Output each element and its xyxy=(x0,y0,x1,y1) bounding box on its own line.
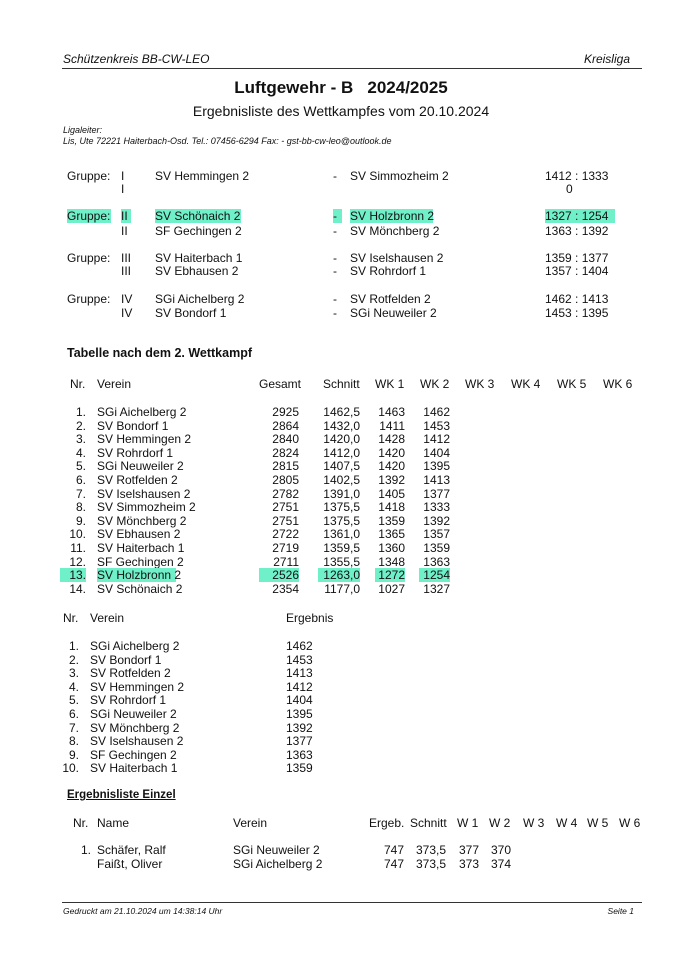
pairing-group-number: III xyxy=(121,264,132,278)
einzel-header-cell: W 4 xyxy=(556,816,578,830)
row-schnitt: 1359,5 xyxy=(323,541,360,555)
result-ergebnis: 1359 xyxy=(286,761,313,776)
table-header-cell: WK 6 xyxy=(603,377,633,391)
row-wk1: 1420 xyxy=(378,445,405,460)
pairing-home-team: SV Schönaich 2 xyxy=(155,209,241,223)
row-nr: 13. xyxy=(60,568,86,582)
table-header-cell: Nr. xyxy=(70,377,86,391)
row-schnitt: 1375,5 xyxy=(323,513,360,528)
row-wk1: 1365 xyxy=(378,527,405,542)
row-verein: SV Simmozheim 2 xyxy=(97,500,196,515)
row-wk2: 1377 xyxy=(423,486,450,501)
einzel-ergeb: 747 xyxy=(383,843,404,857)
table-header-cell: WK 3 xyxy=(465,377,495,391)
result-ergebnis: 1377 xyxy=(286,734,313,749)
result-ergebnis: 1392 xyxy=(286,720,313,735)
einzel-header-cell: W 6 xyxy=(619,816,641,830)
pairing-home-team: SV Bondorf 1 xyxy=(155,306,227,320)
row-nr: 10. xyxy=(69,527,86,542)
row-wk2: 1254 xyxy=(419,568,450,582)
ligaleiter-label: Ligaleiter: xyxy=(63,125,103,135)
row-wk1: 1411 xyxy=(379,418,405,433)
row-schnitt: 1462,5 xyxy=(323,405,360,419)
result-ergebnis: 1404 xyxy=(286,693,313,708)
row-schnitt: 1420,0 xyxy=(323,432,360,447)
pairing-group-number: II xyxy=(121,209,131,223)
row-verein: SV Rohrdorf 1 xyxy=(97,445,174,460)
row-wk1: 1348 xyxy=(378,554,405,569)
pairing-separator: - xyxy=(333,209,342,223)
pairing-separator: - xyxy=(333,169,337,183)
pairing-away-team: SV Mönchberg 2 xyxy=(350,224,440,238)
row-nr: 11. xyxy=(70,541,86,555)
result-nr: 3. xyxy=(68,666,79,681)
ligaleiter-contact: Lis, Ute 72221 Haiterbach-Osd. Tel.: 07456-6294 Fax: - gst-bb-cw-leo@outlook.de xyxy=(63,136,392,146)
table-header-cell: Gesamt xyxy=(259,377,302,391)
table-header-cell: Verein xyxy=(97,377,132,391)
row-verein: SV Haiterbach 1 xyxy=(97,541,185,555)
row-wk2: 1462 xyxy=(423,405,450,419)
pairing-separator: - xyxy=(333,251,337,265)
pairing-group-number: III xyxy=(121,251,132,265)
footer-divider xyxy=(62,902,642,903)
row-gesamt: 2711 xyxy=(273,554,299,569)
row-gesamt: 2782 xyxy=(272,486,299,501)
einzel-header-cell: W 2 xyxy=(489,816,511,830)
einzel-header-cell: W 1 xyxy=(457,816,479,830)
row-gesamt: 2526 xyxy=(259,568,299,582)
pairing-gruppe: Gruppe: xyxy=(67,251,111,265)
row-wk1: 1360 xyxy=(378,541,405,555)
row-gesamt: 2864 xyxy=(272,418,299,433)
footer-right: Seite 1 xyxy=(607,906,634,916)
row-verein: SV Mönchberg 2 xyxy=(97,513,187,528)
row-wk2: 1359 xyxy=(423,541,450,555)
result-nr: 7. xyxy=(68,720,79,735)
row-nr: 6. xyxy=(75,473,86,487)
row-wk1: 1027 xyxy=(378,581,405,596)
row-gesamt: 2719 xyxy=(272,541,299,555)
result-nr: 5. xyxy=(68,693,79,708)
row-nr: 7. xyxy=(75,486,86,501)
pairing-score: 1359 : 1377 xyxy=(545,251,609,265)
einzel-verein: SGi Aichelberg 2 xyxy=(233,857,323,871)
table-header-cell: Schnitt xyxy=(323,377,360,391)
result-nr: 8. xyxy=(68,734,79,749)
row-schnitt: 1355,5 xyxy=(323,554,360,569)
row-wk2: 1395 xyxy=(423,459,450,474)
row-gesamt: 2824 xyxy=(272,445,299,460)
pairing-away-team: SV Iselshausen 2 xyxy=(350,251,444,265)
result-ergebnis: 1413 xyxy=(286,666,313,681)
pairing-separator: - xyxy=(333,264,337,278)
row-gesamt: 2815 xyxy=(272,459,299,474)
einzel-schnitt: 373,5 xyxy=(415,857,446,871)
table-header-cell: WK 1 xyxy=(375,377,405,391)
row-gesamt: 2805 xyxy=(272,473,299,487)
row-verein: SV Iselshausen 2 xyxy=(97,486,191,501)
table-title: Tabelle nach dem 2. Wettkampf xyxy=(67,346,253,360)
header-left: Schützenkreis BB-CW-LEO xyxy=(63,52,210,66)
result-header-ergebnis: Ergebnis xyxy=(286,611,334,625)
row-gesamt: 2925 xyxy=(272,405,299,419)
row-schnitt: 1361,0 xyxy=(323,527,360,542)
einzel-title: Ergebnisliste Einzel xyxy=(67,789,176,801)
result-nr: 2. xyxy=(68,652,79,667)
row-gesamt: 2751 xyxy=(272,513,299,528)
result-verein: SV Rotfelden 2 xyxy=(90,666,171,681)
result-ergebnis: 1453 xyxy=(286,652,313,667)
einzel-w2: 370 xyxy=(490,843,511,857)
table-header-cell: WK 5 xyxy=(557,377,587,391)
pairing-gruppe: Gruppe: xyxy=(67,209,111,223)
row-schnitt: 1407,5 xyxy=(323,459,360,474)
result-verein: SV Mönchberg 2 xyxy=(90,720,180,735)
row-gesamt: 2751 xyxy=(272,500,299,515)
row-gesamt: 2354 xyxy=(272,581,299,596)
row-verein: SV Schönaich 2 xyxy=(97,581,183,596)
table-header-cell: WK 2 xyxy=(420,377,450,391)
row-schnitt: 1432,0 xyxy=(323,418,360,433)
result-verein: SGi Neuweiler 2 xyxy=(90,707,177,721)
footer-left: Gedruckt am 21.10.2024 um 14:38:14 Uhr xyxy=(63,906,223,916)
row-verein: SGi Aichelberg 2 xyxy=(97,405,187,419)
pairing-away-team: SV Rotfelden 2 xyxy=(350,292,431,306)
pairing-away-team: SV Rohrdorf 1 xyxy=(350,264,427,278)
pairing-group-number: II xyxy=(121,224,128,238)
header-divider xyxy=(62,68,642,69)
einzel-header-cell: Nr. xyxy=(73,816,89,830)
einzel-header-cell: W 3 xyxy=(523,816,545,830)
result-ergebnis: 1395 xyxy=(286,707,313,721)
einzel-header-cell: Schnitt xyxy=(410,816,447,830)
result-verein: SV Iselshausen 2 xyxy=(90,734,184,749)
row-wk2: 1413 xyxy=(423,473,450,487)
pairing-score: 1327 : 1254 xyxy=(545,209,615,223)
result-header-nr: Nr. xyxy=(63,611,79,625)
pairing-away-team: SGi Neuweiler 2 xyxy=(350,306,437,320)
result-nr: 9. xyxy=(68,747,79,762)
row-nr: 2. xyxy=(75,418,86,433)
page-title: Luftgewehr - B 2024/2025 xyxy=(234,78,448,97)
row-schnitt: 1402,5 xyxy=(323,473,360,487)
result-ergebnis: 1462 xyxy=(286,639,313,653)
result-verein: SV Haiterbach 1 xyxy=(90,761,178,776)
einzel-ergeb: 747 xyxy=(383,857,404,871)
result-ergebnis: 1363 xyxy=(286,747,313,762)
row-schnitt: 1412,0 xyxy=(323,445,360,460)
row-nr: 1. xyxy=(75,405,86,419)
row-nr: 3. xyxy=(75,432,86,447)
result-nr: 4. xyxy=(68,679,79,694)
row-nr: 4. xyxy=(75,445,86,460)
pairing-group-number: I xyxy=(121,182,125,196)
einzel-schnitt: 373,5 xyxy=(415,843,446,857)
pairing-score: 1462 : 1413 xyxy=(545,292,609,306)
result-verein: SGi Aichelberg 2 xyxy=(90,639,180,653)
row-wk1: 1418 xyxy=(378,500,405,515)
pairing-home-team: SV Haiterbach 1 xyxy=(155,251,243,265)
einzel-header-cell: W 5 xyxy=(587,816,609,830)
row-verein: SV Rotfelden 2 xyxy=(97,473,178,487)
pairing-separator: - xyxy=(333,306,337,320)
pairing-score: 1363 : 1392 xyxy=(545,224,609,238)
row-nr: 8. xyxy=(75,500,86,515)
row-verein: SGi Neuweiler 2 xyxy=(97,459,184,474)
pairing-away-team: SV Holzbronn 2 xyxy=(350,209,435,223)
row-nr: 14. xyxy=(69,581,86,596)
row-wk1: 1272 xyxy=(375,568,405,582)
row-verein: SV Holzbronn 2 xyxy=(97,568,182,583)
row-wk2: 1453 xyxy=(423,418,450,433)
result-verein: SV Bondorf 1 xyxy=(90,652,162,667)
pairing-gruppe: Gruppe: xyxy=(67,169,111,183)
row-wk1: 1428 xyxy=(378,432,405,447)
result-nr: 1. xyxy=(68,639,79,653)
row-wk1: 1392 xyxy=(378,473,405,487)
row-schnitt: 1263,0 xyxy=(318,568,360,582)
result-verein: SV Hemmingen 2 xyxy=(90,679,185,694)
row-verein: SF Gechingen 2 xyxy=(97,554,184,569)
row-wk2: 1333 xyxy=(423,500,450,515)
row-wk1: 1420 xyxy=(378,459,405,474)
pairing-score: 1412 : 1333 xyxy=(545,169,609,183)
row-nr: 5. xyxy=(75,459,86,474)
einzel-name: Schäfer, Ralf xyxy=(97,843,166,857)
einzel-w1: 377 xyxy=(458,843,479,857)
row-wk2: 1363 xyxy=(423,554,450,569)
row-nr: 12. xyxy=(69,554,86,569)
table-header-cell: WK 4 xyxy=(511,377,541,391)
einzel-w1: 373 xyxy=(458,857,479,871)
pairing-home-team: SV Ebhausen 2 xyxy=(155,264,239,278)
einzel-w2: 374 xyxy=(490,857,511,871)
result-nr: 6. xyxy=(68,707,79,721)
pairing-score: 1357 : 1404 xyxy=(545,264,609,278)
pairing-group-number: IV xyxy=(121,292,133,306)
pairing-separator: - xyxy=(333,292,337,306)
einzel-header-cell: Name xyxy=(97,816,130,830)
row-schnitt: 1391,0 xyxy=(323,486,360,501)
pairing-home-team: SF Gechingen 2 xyxy=(155,224,242,238)
einzel-header-cell: Verein xyxy=(233,816,268,830)
row-nr: 9. xyxy=(75,513,86,528)
result-ergebnis: 1412 xyxy=(286,679,313,694)
row-wk2: 1392 xyxy=(423,513,450,528)
row-gesamt: 2722 xyxy=(272,527,299,542)
row-verein: SV Bondorf 1 xyxy=(97,418,169,433)
pairing-home-team: SGi Aichelberg 2 xyxy=(155,292,245,306)
row-schnitt: 1177,0 xyxy=(324,581,360,596)
row-verein: SV Ebhausen 2 xyxy=(97,527,181,542)
einzel-header-cell: Ergeb. xyxy=(369,816,405,830)
pairing-score: 0 xyxy=(566,182,573,196)
pairing-home-team: SV Hemmingen 2 xyxy=(155,169,250,183)
row-wk2: 1327 xyxy=(423,581,450,596)
einzel-name: Faißt, Oliver xyxy=(97,857,163,871)
pairing-group-number: I xyxy=(121,169,125,183)
pairing-away-team: SV Simmozheim 2 xyxy=(350,169,449,183)
result-verein: SF Gechingen 2 xyxy=(90,747,177,762)
row-verein: SV Hemmingen 2 xyxy=(97,432,192,447)
header-right: Kreisliga xyxy=(583,52,630,66)
row-wk1: 1463 xyxy=(378,405,405,419)
pairing-gruppe: Gruppe: xyxy=(67,292,111,306)
pairing-separator: - xyxy=(333,224,337,238)
row-gesamt: 2840 xyxy=(272,432,299,447)
row-wk1: 1405 xyxy=(378,486,405,501)
result-header-verein: Verein xyxy=(90,611,125,625)
pairing-score: 1453 : 1395 xyxy=(545,306,609,320)
row-wk2: 1357 xyxy=(423,527,450,542)
pairing-group-number: IV xyxy=(121,306,133,320)
page-subtitle: Ergebnisliste des Wettkampfes vom 20.10.2024 xyxy=(192,103,490,119)
row-wk1: 1359 xyxy=(378,513,405,528)
row-wk2: 1412 xyxy=(423,432,450,447)
row-schnitt: 1375,5 xyxy=(323,500,360,515)
einzel-verein: SGi Neuweiler 2 xyxy=(233,843,320,857)
row-wk2: 1404 xyxy=(423,445,450,460)
einzel-nr: 1. xyxy=(80,843,91,857)
result-verein: SV Rohrdorf 1 xyxy=(90,693,167,708)
result-nr: 10. xyxy=(62,761,79,776)
